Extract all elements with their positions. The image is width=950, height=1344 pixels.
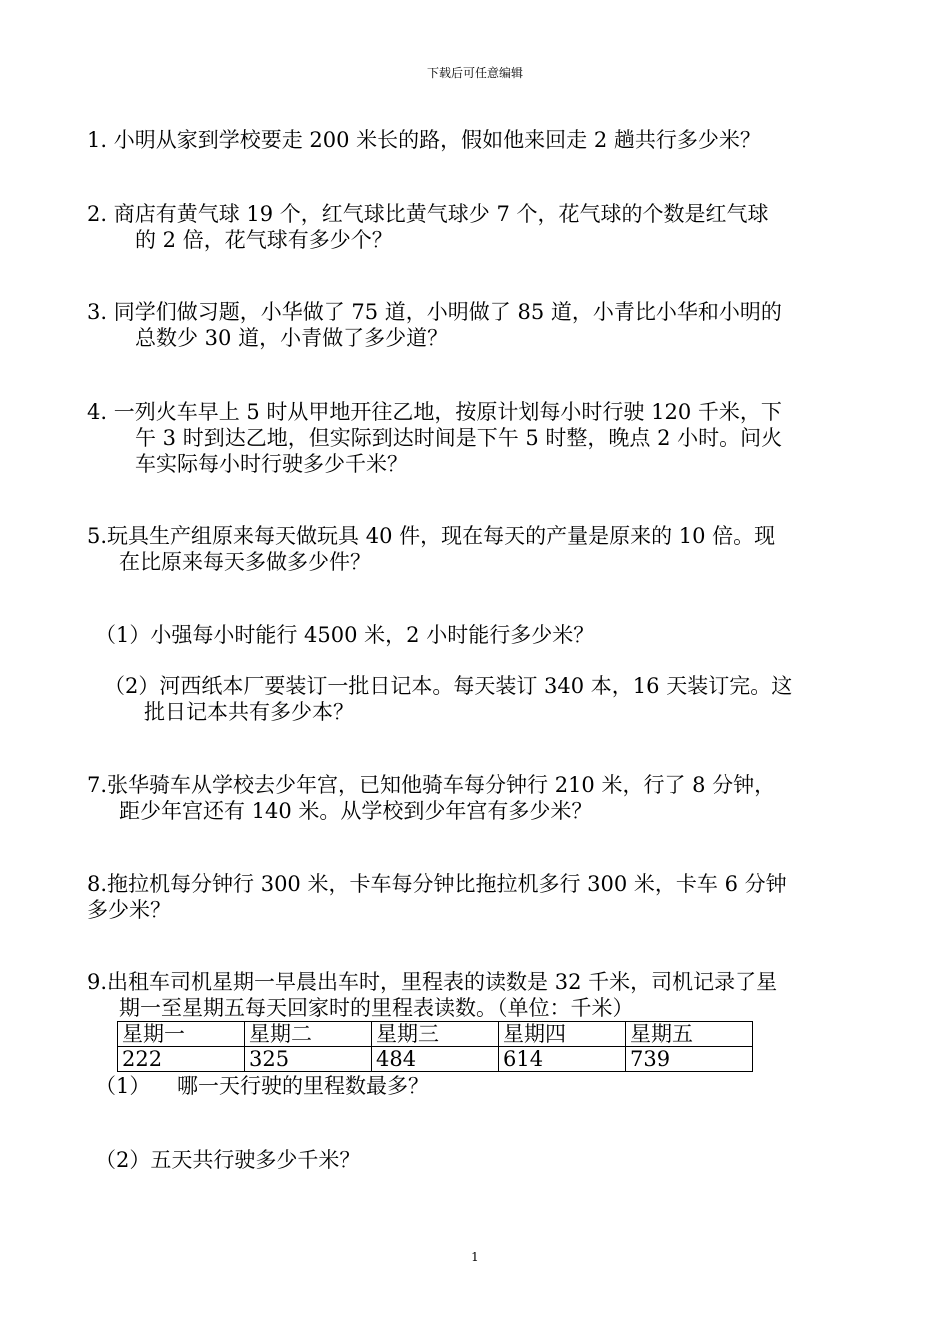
question-9-line-1: 9.出租车司机星期一早晨出车时，里程表的读数是 32 千米，司机记录了星 [87, 970, 778, 994]
question-5-line-1: 5.玩具生产组原来每天做玩具 40 件，现在每天的产量是原来的 10 倍。现 [87, 524, 776, 548]
question-6-part-1 [95, 622, 594, 648]
question-9 [87, 969, 777, 1021]
question-7-line-1: 7.张华骑车从学校去少年宫，已知他骑车每分钟行 210 米，行了 8 分钟， [87, 773, 776, 797]
mileage-table-header-row [118, 1022, 753, 1047]
page-header: 下载后可任意编辑 [426, 66, 523, 80]
question-9-line-2: 期一至星期五每天回家时的里程表读数。（单位：千米） [119, 996, 634, 1020]
question-2 [87, 201, 769, 253]
question-2-line-2: 的 2 倍，花气球有多少个？ [135, 228, 393, 252]
mileage-table [117, 1021, 753, 1072]
mileage-header-cell: 星期五 [626, 1022, 753, 1047]
question-9-part-2-text: （2）五天共行驶多少千米？ [95, 1148, 361, 1172]
mileage-table-value-row [118, 1047, 753, 1072]
mileage-value-cell: 614 [499, 1047, 626, 1072]
question-9-part-1 [95, 1073, 429, 1099]
question-1 [87, 127, 761, 153]
question-6-part-1-text: （1）小强每小时能行 4500 米，2 小时能行多少米？ [95, 623, 595, 647]
question-4-line-3: 车实际每小时行驶多少千米？ [135, 452, 408, 476]
question-7 [87, 772, 775, 824]
question-6-part-2 [104, 673, 792, 725]
question-6-part-2-line-1: （2）河西纸本厂要装订一批日记本。每天装订 340 本，16 天装订完。这 [104, 674, 793, 698]
mileage-value-cell: 222 [118, 1047, 245, 1072]
question-2-line-1: 2. 商店有黄气球 19 个，红气球比黄气球少 7 个，花气球的个数是红气球 [87, 202, 769, 226]
question-4-line-2: 午 3 时到达乙地，但实际到达时间是下午 5 时整，晚点 2 小时。问火 [135, 426, 783, 450]
mileage-header-cell: 星期三 [372, 1022, 499, 1047]
question-4-line-1: 4. 一列火车早上 5 时从甲地开往乙地，按原计划每小时行驶 120 千米，下 [87, 400, 782, 424]
question-8-line-1: 8.拖拉机每分钟行 300 米，卡车每分钟比拖拉机多行 300 米，卡车 6 分钟 [87, 872, 787, 896]
mileage-header-cell: 星期一 [118, 1022, 245, 1047]
mileage-header-cell: 星期四 [499, 1022, 626, 1047]
question-6-part-2-line-2: 批日记本共有多少本？ [144, 700, 354, 724]
mileage-header-cell: 星期二 [245, 1022, 372, 1047]
question-3 [87, 299, 782, 351]
question-9-part-2 [95, 1147, 360, 1173]
question-4 [87, 399, 782, 477]
question-5 [87, 523, 775, 575]
question-8 [87, 871, 787, 923]
question-3-line-2: 总数少 30 道，小青做了多少道？ [135, 326, 449, 350]
question-7-line-2: 距少年宫还有 140 米。从学校到少年宫有多少米？ [119, 799, 593, 823]
mileage-value-cell: 484 [372, 1047, 499, 1072]
question-5-line-2: 在比原来每天多做多少件？ [119, 550, 371, 574]
page-number: 1 [471, 1250, 479, 1264]
question-3-line-1: 3. 同学们做习题，小华做了 75 道，小明做了 85 道，小青比小华和小明的 [87, 300, 782, 324]
mileage-value-cell: 739 [626, 1047, 753, 1072]
mileage-value-cell: 325 [245, 1047, 372, 1072]
question-8-line-2: 多少米？ [87, 898, 171, 922]
question-1-text: 1. 小明从家到学校要走 200 米长的路，假如他来回走 2 趟共行多少米？ [87, 128, 761, 152]
question-9-part-1-text: （1） 哪一天行驶的里程数最多？ [95, 1074, 430, 1098]
